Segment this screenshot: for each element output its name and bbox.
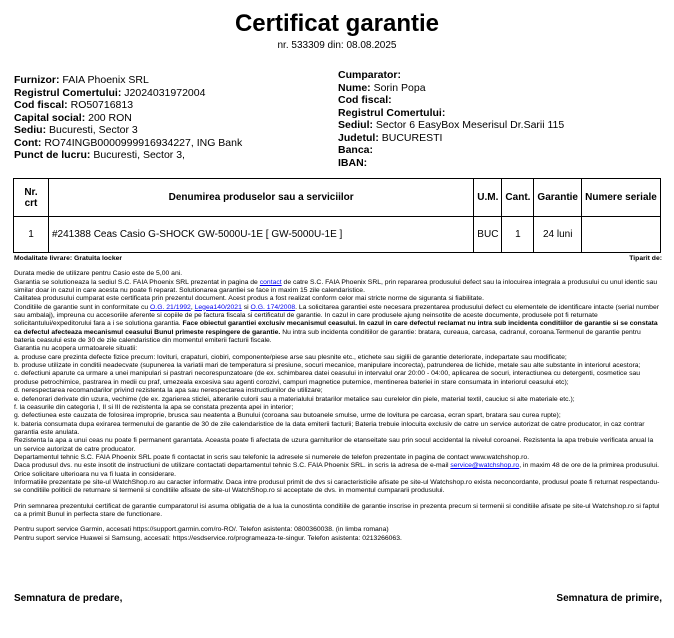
cell-qty: 1	[502, 217, 534, 253]
supplier-row: Registrul Comertului: J2024031972004	[14, 86, 206, 99]
supplier-row: Capital social: 200 RON	[14, 111, 132, 124]
terms-paragraph: Garantia se solutioneaza la sediul S.C. FAIA Phoenix SRL prezentat in pagina de contact de catre S.C. FAIA Phoenix SRL, prin repararea produsului defect sau la inlocuirea integrala a produsului cu unul identic sau similar doar in cazul in care acesta nu poate fi reparat. Solutionarea garantiei se face in maxim 15 zile calendaristice.	[14, 278, 658, 295]
terms-paragraph: Calitatea produsului cumparat este certificata prin prezentul document. Acest produs a fost realizat conform celor mai stricte norme de siguranta si fiabilitate.	[14, 295, 484, 303]
supplier-row: Sediu: Bucuresti, Sector 3	[14, 124, 138, 136]
table-header-row	[14, 179, 661, 217]
law-link-og-174-2008[interactable]: O.G. 174/2008	[250, 303, 296, 311]
buyer-signature-label: Semnatura de primire,	[556, 593, 662, 604]
terms-paragraph: Conditiile de garantie sunt in conformitate cu O.G. 21/1992, Legea140/2021 si O.G. 174/2008. La solicitarea garantiei este necesara prezentarea produsului defect cu elementele de identificare intacte (serial number sau ambalaj), impreuna cu accesoriile aferente si copiile de pe factura fiscala si certificatul de garantie. In cazul in care produsele ajung neinsotite de aceste documente, produsele pot fi returnate solicitantului/expeditorului fara a i se solutiona garantia. Face obiectul garantiei exclusiv mecanismul ceasului. In cazul in care defectul reclamat nu intra sub incidenta conditiilor de garantie si se constata ca defectul afecteaza mecanismul ceasului Bunul primeste respingere de garantie. Nu intra sub incidenta conditiilor de garantie: bratara, cureaua, carcasa, cadranul, coroana.Termenul de garantie pentru bateria ceasului este de 30 de zile calendaristice din momentul emiterii facturii fiscale.	[14, 303, 659, 345]
buyer-row: Registrul Comertului:	[338, 106, 446, 119]
buyer-block	[338, 69, 564, 169]
column-header-qty: Cant.	[502, 179, 534, 217]
terms-list-item: a. produse care prezinta defecte fizice precum: lovituri, crapaturi, ciobiri, componente/piese arse sau plesnite etc., etichete sau sigilii de garantie deteriorate, indepartate sau modificate;	[14, 353, 567, 361]
terms-list-item: k. bateria consumata dupa exirarea termenului de garantie de 30 de zile calendaristice de la data emiterii facturii; Bateria trebuie inlocuita exclusiv de catre un service autorizat de catre producator, in caz contrar garantia este anulata.	[14, 420, 645, 436]
certificate-number: nr. 533309 din: 08.08.2025	[277, 40, 397, 51]
column-header-um: U.M.	[474, 179, 502, 217]
buyer-row: Nume: Sorin Popa	[338, 81, 426, 94]
buyer-row: Banca:	[338, 144, 374, 156]
buyer-row: IBAN:	[338, 156, 368, 169]
law-link-legea-140-2021[interactable]: Legea140/2021	[194, 303, 242, 311]
terms-paragraph: Garantia nu acopera urmatoarele situatii:	[14, 345, 138, 353]
terms-list-item: d. nerespectarea recomandarilor privind rezistenta la apa sau nerespectarea instructiunilor de utilizare;	[14, 387, 323, 395]
column-header-product: Denumirea produselor sau a serviciilor	[49, 179, 474, 217]
supplier-row: Cod fiscal: RO50716813	[14, 99, 134, 111]
buyer-row: Cod fiscal:	[338, 94, 392, 106]
supplier-row: Cont: RO74INGB0000999916934227, ING Bank	[14, 136, 243, 149]
cell-nr: 1	[14, 217, 49, 253]
terms-paragraph: Informatiile prezentate pe site-ul WatchShop.ro au caracter informativ. Daca intre produsul primit de dvs si caracteristicile afisate pe site-ul Watchshop.ro exista neconcordante, produsul poate fi returnat respectandu-se conditiile politicii de returnare si termenii si conditiile afisate de site-ul WatchShop.ro si acceptate de dvs. in momentul cumpararii produsului.	[14, 478, 660, 495]
terms-list-item: g. defectiunea este cauzata de folosirea improprie, brusca sau neatenta a Bunului (coroana sau butoanele smulse, urme de lovitura pe carcasa, ecran spart, bratara sau curea rupte);	[14, 412, 561, 420]
terms-list-item: c. defectiuni aparute ca urmare a unei manipulari si pastrari necorespunzatoare (de ex. schimbarea datei ceasului in intervalul orar 20:00 - 04:00, aplicarea de socuri, interactiunea cu detergenti, cosmetice sau produse petrochimice, pastrarea in medii cu praf, umezeala excesiva sau agenti corozivi, campuri magnetice puternice, mentinerea bateriei in stare consumata in interiorul ceasului etc);	[14, 370, 641, 386]
terms-list-item: b. produse utilizate in conditii neadecvate (supunerea la variatii mari de temperatura si presiune, socuri mecanice, manipulare incorecta), patrunderea de lichide, metale sau alte substante in interiorul acestora;	[14, 362, 641, 370]
cell-warranty: 24 luni	[534, 217, 582, 253]
print-info: Tiparit de:	[629, 255, 662, 262]
warranty-terms	[14, 255, 662, 543]
cell-product: #241388 Ceas Casio G-SHOCK GW-5000U-1E [ GW-5000U-1E ]	[49, 217, 474, 253]
terms-header	[14, 255, 662, 263]
document-title: Certificat garantie	[234, 10, 440, 37]
terms-paragraph: Rezistenta la apa a unui ceas nu poate fi permanent garantata. Aceasta poate fi afectata de uzura garniturilor de etanseitate sau prin socul accidental la nivelul coroanei. Rezistenta la apa trebuie verificata anual la un service autorizat de catre producator.	[14, 437, 654, 453]
service-email-link[interactable]: service@watchshop.ro	[450, 462, 520, 470]
terms-paragraph: Prin semnarea prezentului certificat de garantie cumparatorul isi asuma obligatia de a lua la cunostinta conditiile de garantie inscrise in prezenta precum si termenii si conditiile afisate pe site-ul Watchshop.ro si faptul ca a primit Bunul in perfecta stare de functionare.	[14, 502, 660, 518]
terms-list-item: e. defenorari derivate din uzura, vechime (de ex. zgarierea sticlei, alterarile culorii sau a materialului bratarilor metalice sau curelelor din piele, material textil, cauciuc si alte materiale etc.);	[14, 395, 575, 403]
buyer-row: Cumparator:	[338, 69, 402, 81]
terms-paragraph: Durata medie de utilizare pentru Casio este de 5,00 ani.	[14, 270, 183, 278]
cell-serials	[582, 217, 661, 253]
column-header-warranty: Garantie	[534, 179, 582, 217]
buyer-row: Judetul: BUCURESTI	[338, 131, 443, 144]
cell-um: BUC	[474, 217, 502, 253]
terms-list-item: f. la ceasurile din categoria I, II si III de rezistenta la apa se constata prezenta apei in interior;	[14, 403, 294, 411]
law-link-og-21-1992[interactable]: O.G. 21/1992	[150, 303, 191, 311]
delivery-method: Modalitate livrare: Gratuita locker	[14, 255, 123, 262]
column-header-nr: Nr. crt	[14, 179, 49, 217]
column-header-serials: Numere seriale	[582, 179, 661, 217]
supplier-row: Furnizor: FAIA Phoenix SRL	[14, 74, 149, 86]
supplier-row: Punct de lucru: Bucuresti, Sector 3,	[14, 149, 185, 161]
contact-link[interactable]: contact	[259, 278, 282, 286]
table-row	[14, 217, 661, 253]
terms-paragraph: Pentru suport service Garmin, accesati https://support.garmin.com/ro-RO/. Telefon asistenta: 0800360038. (in limba romana)	[14, 526, 389, 534]
terms-paragraph: Pentru suport service Huawei si Samsung, accesati: https://esdservice.ro/programeaza-te-singur. Telefon asistenta: 0213266063.	[14, 534, 402, 542]
buyer-row: Sediul: Sector 6 EasyBox Meserisul Dr.Sarii 115	[338, 119, 565, 131]
supplier-block	[14, 74, 242, 162]
products-table	[13, 178, 661, 253]
terms-paragraph: Departamentul tehnic S.C. FAIA Phoenix SRL poate fi contactat in scris sau telefonic la adresele si numerele de telefon prezentate in pagina de contact www.watchshop.ro.	[14, 453, 530, 461]
seller-signature-label: Semnatura de predare,	[14, 593, 123, 604]
terms-paragraph: Daca produsul dvs. nu este insotit de instructiuni de utilizare contactati departamentul tehnic S.C. FAIA Phoenix SRL. in scris la adresa de e-mail service@watchshop.ro, in maxim 48 de ore de la primirea produsului. Orice solicitare ulterioara nu va fi luata in considerare.	[14, 462, 659, 478]
